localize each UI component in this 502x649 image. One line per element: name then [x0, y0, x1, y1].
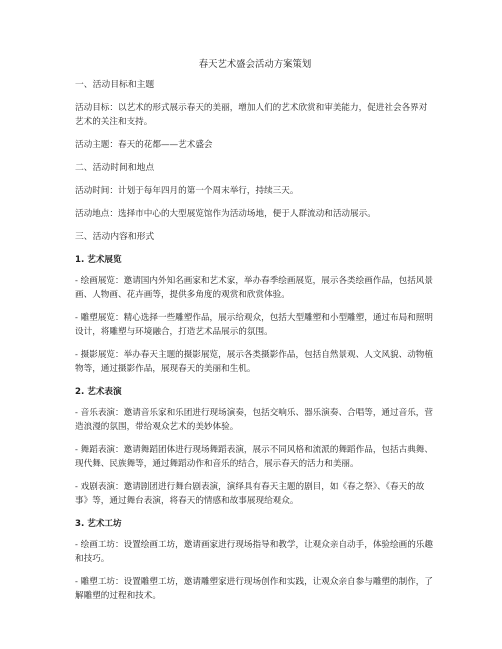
list-item: - 音乐表演：邀请音乐家和乐团进行现场演奏，包括交响乐、器乐演奏、合唱等，通过音乐，营造浪漫的氛围，带给观众艺术的美妙体验。 [75, 408, 433, 432]
paragraph-theme: 活动主题：春天的花都——艺术盛会 [75, 140, 213, 150]
subsection-title-exhibitions: 1. 艺术展览 [75, 255, 122, 265]
section-heading-goals: 一、活动目标和主题 [75, 80, 155, 90]
section-heading-content: 三、活动内容和形式 [75, 232, 155, 242]
list-item: - 戏剧表演：邀请剧团进行舞台剧表演，演绎具有春天主题的剧目，如《春之祭》、《春天的故事》等，通过舞台表演，将春天的情感和故事展现给观众。 [75, 482, 425, 506]
paragraph-place: 活动地点：选择市中心的大型展览馆作为活动场地，便于人群流动和活动展示。 [75, 209, 376, 219]
document-page [75, 58, 435, 609]
list-item: - 摄影展览：举办春天主题的摄影展览，展示各类摄影作品，包括自然景观、人文风貌、动物植物等，通过摄影作品，展现春天的美丽和生机。 [75, 350, 433, 374]
list-item: - 绘画展览：邀请国内外知名画家和艺术家，举办春季绘画展览，展示各类绘画作品，包括风景画、人物画、花卉画等，提供多角度的观赏和欣赏体验。 [75, 276, 433, 300]
subsection-title-performances: 2. 艺术表演 [75, 387, 122, 397]
paragraph-time: 活动时间：计划于每年四月的第一个周末举行，持续三天。 [75, 186, 299, 196]
document-title: 春天艺术盛会活动方案策划 [198, 59, 312, 70]
section-heading-time-place: 二、活动时间和地点 [75, 163, 155, 173]
paragraph-goal: 活动目标：以艺术的形式展示春天的美丽，增加人们的艺术欣赏和审美能力，促进社会各界对艺术的关注和支持。 [75, 103, 428, 127]
list-item: - 雕塑工坊：设置雕塑工坊，邀请雕塑家进行现场创作和实践，让观众亲自参与雕塑的制作，了解雕塑的过程和技术。 [75, 577, 433, 601]
list-item: - 绘画工坊：设置绘画工坊，邀请画家进行现场指导和教学，让观众亲自动手，体验绘画的乐趣和技巧。 [75, 540, 433, 564]
list-item: - 雕塑展览：精心选择一些雕塑作品，展示给观众，包括大型雕塑和小型雕塑，通过布局和照明设计，将雕塑与环境融合，打造艺术品展示的氛围。 [75, 313, 433, 337]
subsection-title-workshops: 3. 艺术工坊 [75, 519, 122, 529]
list-item: - 舞蹈表演：邀请舞蹈团体进行现场舞蹈表演，展示不同风格和流派的舞蹈作品，包括古典舞、现代舞、民族舞等，通过舞蹈动作和音乐的结合，展示春天的活力和美丽。 [75, 445, 433, 469]
